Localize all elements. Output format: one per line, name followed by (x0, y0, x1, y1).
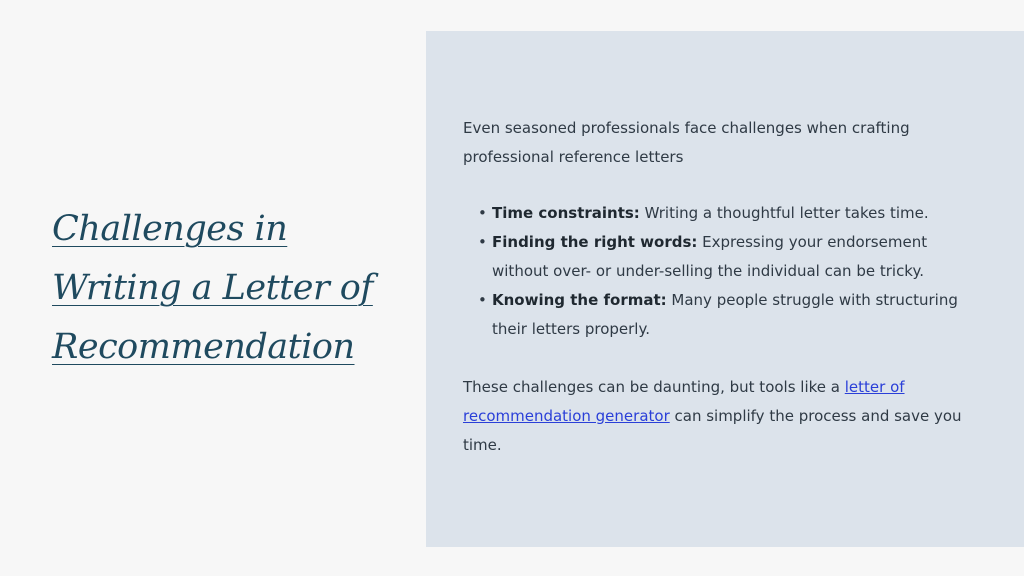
list-item-knowing-format (478, 286, 963, 344)
content-panel (426, 31, 1024, 547)
bullet-label: Finding the right words: (492, 233, 698, 251)
intro-paragraph: Even seasoned professionals face challenges when crafting professional reference letters (463, 119, 910, 166)
bullet-icon: • (478, 204, 487, 222)
bullet-label: Time constraints: (492, 204, 640, 222)
bullet-label: Knowing the format: (492, 291, 667, 309)
bullet-icon: • (478, 291, 487, 309)
bullet-text: Expressing your endorsement without over- or under-selling the individual can be tricky. (492, 233, 928, 280)
closing-text-before: These challenges can be daunting, but tools like a (463, 378, 845, 396)
bullet-text: Writing a thoughtful letter takes time. (639, 204, 929, 222)
page-title-line-2: Writing a Letter of (52, 268, 373, 308)
generator-link[interactable]: letter of recommendation generator (463, 378, 905, 425)
page-title-line-3: Recommendation (52, 327, 355, 367)
closing-paragraph (463, 373, 963, 460)
content-body (463, 114, 963, 460)
page-title (52, 200, 392, 377)
closing-text-after: can simplify the process and save you time. (463, 407, 962, 454)
challenge-list (463, 199, 963, 344)
bullet-text: Many people struggle with structuring their letters properly. (492, 291, 958, 338)
list-item-time-constraints (478, 199, 963, 228)
page-title-line-1: Challenges in (52, 209, 288, 249)
list-item-finding-words (478, 228, 963, 286)
bullet-icon: • (478, 233, 487, 251)
